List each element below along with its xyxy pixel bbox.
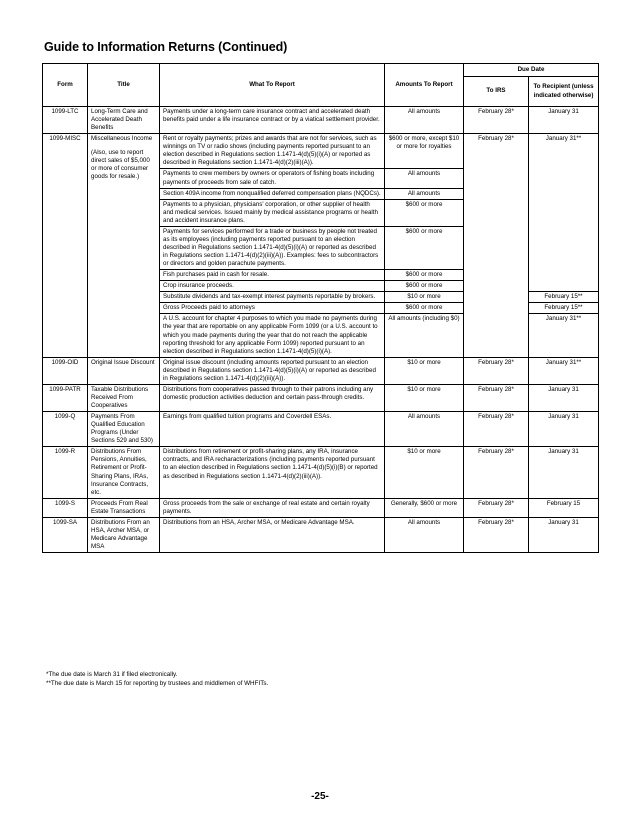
form-cell: 1099-PATR: [43, 384, 88, 411]
recipient-due-cell: February 15**: [529, 303, 599, 314]
table-row: [43, 134, 599, 169]
title-note: (Also, use to report direct sales of $5,000 or more of consumer goods for resale.): [91, 149, 150, 181]
what-cell: Payments under a long-term care insurance contract and accelerated death benefits paid under a life insurance contract or by a viatical settlement provider.: [160, 107, 385, 134]
information-returns-table: [42, 63, 599, 553]
recipient-due-cell: January 31: [529, 107, 599, 134]
table-row: [43, 498, 599, 517]
form-cell: 1099-R: [43, 447, 88, 498]
footnotes: [46, 670, 268, 688]
table-row: [43, 357, 599, 384]
what-cell: Original issue discount (including amounts reported pursuant to an election described in Regulations section 1.1471-4(d)(5)(i)(A) or reported as described in Regulations section 1.1471-4(d)(2)(iii)(A)).: [160, 357, 385, 384]
recipient-due-cell: February 15: [529, 498, 599, 517]
what-cell: Rent or royalty payments; prizes and awards that are not for services, such as winnings on TV or radio shows (including payments reported pursuant to an election described in Regulations section 1.1471-4(d)(5)(i)(A) or reported as described in Regulations section 1.1471-4(d)(2)(iii)(A)).: [160, 134, 385, 169]
what-cell: Gross proceeds from the sale or exchange of real estate and certain royalty payments.: [160, 498, 385, 517]
form-cell: 1099-OID: [43, 357, 88, 384]
title-cell: Proceeds From Real Estate Transactions: [88, 498, 160, 517]
what-cell: Crop insurance proceeds.: [160, 281, 385, 292]
page-number: -25-: [311, 791, 329, 802]
title-cell: Distributions From Pensions, Annuities, Retirement or Profit-Sharing Plans, IRAs, Insurance Contracts, etc.: [88, 447, 160, 498]
recipient-due-cell: January 31**: [529, 314, 599, 357]
what-cell: Fish purchases paid in cash for resale.: [160, 270, 385, 281]
irs-due-cell: February 28*: [464, 447, 529, 498]
table-row: [43, 412, 599, 447]
footnote-efile: *The due date is March 31 if filed electronically.: [46, 671, 178, 678]
irs-due-cell: February 28*: [464, 357, 529, 384]
recipient-due-cell: January 31: [529, 517, 599, 552]
recipient-due-cell: January 31**: [529, 134, 599, 292]
recipient-due-cell: January 31: [529, 384, 599, 411]
recipient-due-cell: January 31: [529, 412, 599, 447]
header-to-recipient: To Recipient (unless indicated otherwise): [529, 77, 599, 107]
footnote-whfit: **The due date is March 15 for reporting by trustees and middlemen of WHFITs.: [46, 680, 269, 688]
table-row: [43, 107, 599, 134]
amount-cell: All amounts: [385, 412, 464, 447]
irs-due-cell: February 28*: [464, 412, 529, 447]
what-cell: A U.S. account for chapter 4 purposes to which you made no payments during the year that are reportable on any applicable Form 1099 (or a U.S. account to which you made payments during the year that do not reach the applicable reporting threshold for any applicable Form 1099) reported pursuant to an election described in Regulations section 1.1471-4(d)(5)(i)(A).: [160, 314, 385, 357]
amount-cell: All amounts: [385, 517, 464, 552]
what-cell: Section 409A income from nonqualified deferred compensation plans (NQDCs).: [160, 188, 385, 199]
what-cell: Substitute dividends and tax-exempt interest payments reportable by brokers.: [160, 292, 385, 303]
header-to-irs: To IRS: [464, 77, 529, 107]
what-cell: Earnings from qualified tuition programs and Coverdell ESAs.: [160, 412, 385, 447]
amount-cell: $600 or more: [385, 199, 464, 226]
what-cell: Distributions from an HSA, Archer MSA, or Medicare Advantage MSA.: [160, 517, 385, 552]
form-cell: 1099-Q: [43, 412, 88, 447]
title-cell: Long-Term Care and Accelerated Death Benefits: [88, 107, 160, 134]
amount-cell: $600 or more: [385, 270, 464, 281]
what-cell: Payments to crew members by owners or operators of fishing boats including payments of proceeds from sale of catch.: [160, 169, 385, 188]
recipient-due-cell: January 31: [529, 447, 599, 498]
form-cell: 1099-S: [43, 498, 88, 517]
irs-due-cell: February 28*: [464, 107, 529, 134]
title-text: Miscellaneous Income: [91, 135, 153, 143]
amount-cell: All amounts: [385, 107, 464, 134]
header-what-to-report: What To Report: [160, 64, 385, 107]
header-title: Title: [88, 64, 160, 107]
header-amounts-to-report: Amounts To Report: [385, 64, 464, 107]
irs-due-cell: February 28*: [464, 384, 529, 411]
page-title: Guide to Information Returns (Continued): [44, 40, 288, 54]
table-row: [43, 447, 599, 498]
title-cell: Taxable Distributions Received From Cooperatives: [88, 384, 160, 411]
amount-cell: All amounts: [385, 188, 464, 199]
irs-due-cell: February 28*: [464, 517, 529, 552]
recipient-due-cell: January 31**: [529, 357, 599, 384]
title-cell: [88, 134, 160, 358]
amount-cell: $10 or more: [385, 384, 464, 411]
amount-cell: $600 or more: [385, 226, 464, 269]
irs-due-cell: February 28*: [464, 498, 529, 517]
header-form: Form: [43, 64, 88, 107]
amount-cell: $10 or more: [385, 292, 464, 303]
what-cell: Payments to a physician, physicians' corporation, or other supplier of health and medical services. Issued mainly by medical assistance programs or health and accident insurance plans.: [160, 199, 385, 226]
what-cell: Payments for services performed for a trade or business by people not treated as its employees (including payments reported pursuant to an election described in Regulations section 1.1471-4(d)(5)(i)(A) or reported as described in Regulations section 1.1471-4(d)(2)(iii)(A)). Examples: fees to subcontractors or directors and golden parachute payments.: [160, 226, 385, 269]
form-cell: 1099-LTC: [43, 107, 88, 134]
form-cell: 1099-MISC: [43, 134, 88, 358]
table-row: [43, 517, 599, 552]
what-cell: Gross Proceeds paid to attorneys: [160, 303, 385, 314]
title-cell: Original Issue Discount: [88, 357, 160, 384]
header-due-date: Due Date: [464, 64, 599, 77]
title-cell: Payments From Qualified Education Programs (Under Sections 529 and 530): [88, 412, 160, 447]
what-cell: Distributions from cooperatives passed through to their patrons including any domestic production activities deduction and certain pass-through credits.: [160, 384, 385, 411]
amount-cell: All amounts: [385, 169, 464, 188]
header-row-top: [43, 64, 599, 77]
recipient-due-cell: February 15**: [529, 292, 599, 303]
amount-cell: Generally, $600 or more: [385, 498, 464, 517]
what-cell: Distributions from retirement or profit-sharing plans, any IRA, insurance contracts, and IRA recharacterizations (including payments reported pursuant to an election described in Regulations section 1.1471-4(d)(5)(i)(B) or reported as described in Regulations section 1.1471-4(d)(2)(iii)(A)).: [160, 447, 385, 498]
amount-cell: $600 or more: [385, 281, 464, 292]
amount-cell: $600 or more, except $10 or more for royalties: [385, 134, 464, 169]
title-cell: Distributions From an HSA, Archer MSA, or Medicare Advantage MSA: [88, 517, 160, 552]
amount-cell: $10 or more: [385, 447, 464, 498]
irs-due-cell: February 28*: [464, 134, 529, 358]
amount-cell: $10 or more: [385, 357, 464, 384]
form-cell: 1099-SA: [43, 517, 88, 552]
amount-cell: $600 or more: [385, 303, 464, 314]
table-row: [43, 384, 599, 411]
amount-cell: All amounts (including $0): [385, 314, 464, 357]
